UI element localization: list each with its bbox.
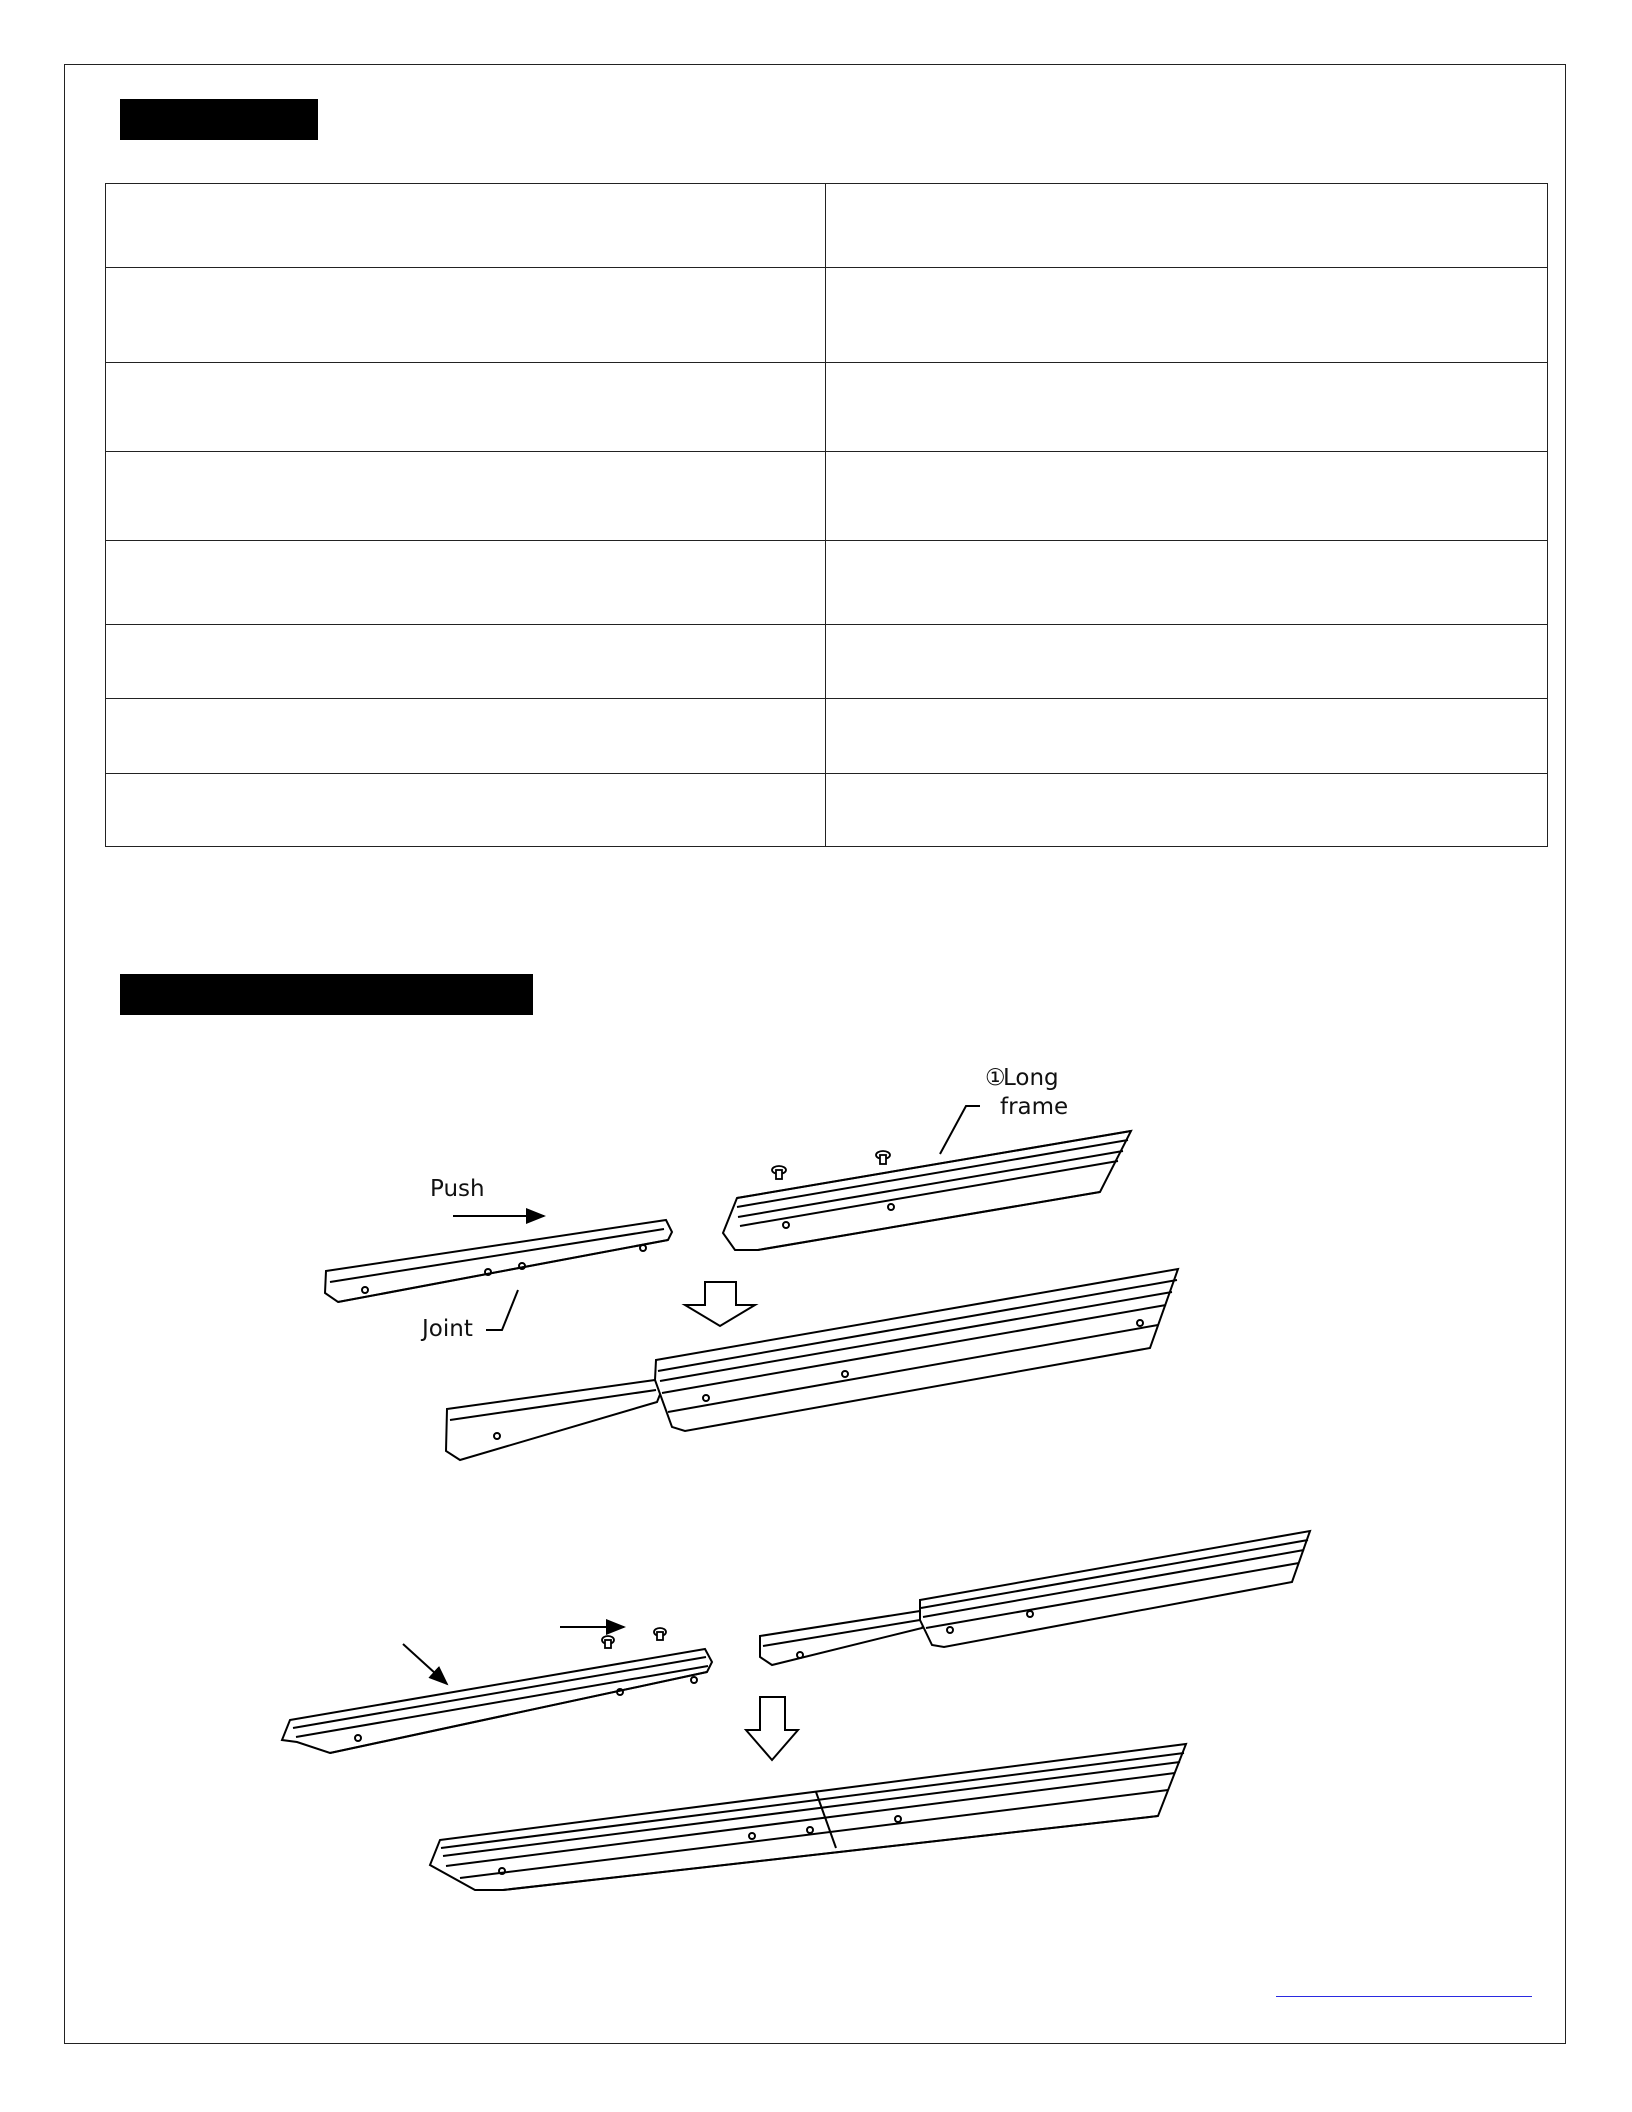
push-label: Push <box>430 1176 485 1202</box>
joint-inserted-assembly-second <box>760 1531 1310 1665</box>
long-frame-label-line2: frame <box>1000 1094 1069 1120</box>
diagonal-arrow-icon <box>403 1644 447 1684</box>
joint-leader-line <box>486 1290 518 1330</box>
long-frame-label-line1: Long <box>1003 1065 1059 1091</box>
joint-label: Joint <box>422 1316 473 1342</box>
final-assembly <box>430 1744 1186 1890</box>
joint-inserted-assembly <box>446 1269 1178 1460</box>
long-frame <box>723 1131 1131 1250</box>
down-arrow-icon <box>685 1282 755 1326</box>
long-frame-marker: ① <box>985 1065 1006 1091</box>
down-arrow-icon-2 <box>746 1697 798 1760</box>
bolt-icon <box>602 1628 666 1648</box>
joint-rail <box>325 1220 672 1302</box>
link-underline[interactable] <box>1276 1996 1532 1997</box>
long-frame-second <box>282 1649 712 1753</box>
long-frame-leader-line <box>940 1106 980 1154</box>
